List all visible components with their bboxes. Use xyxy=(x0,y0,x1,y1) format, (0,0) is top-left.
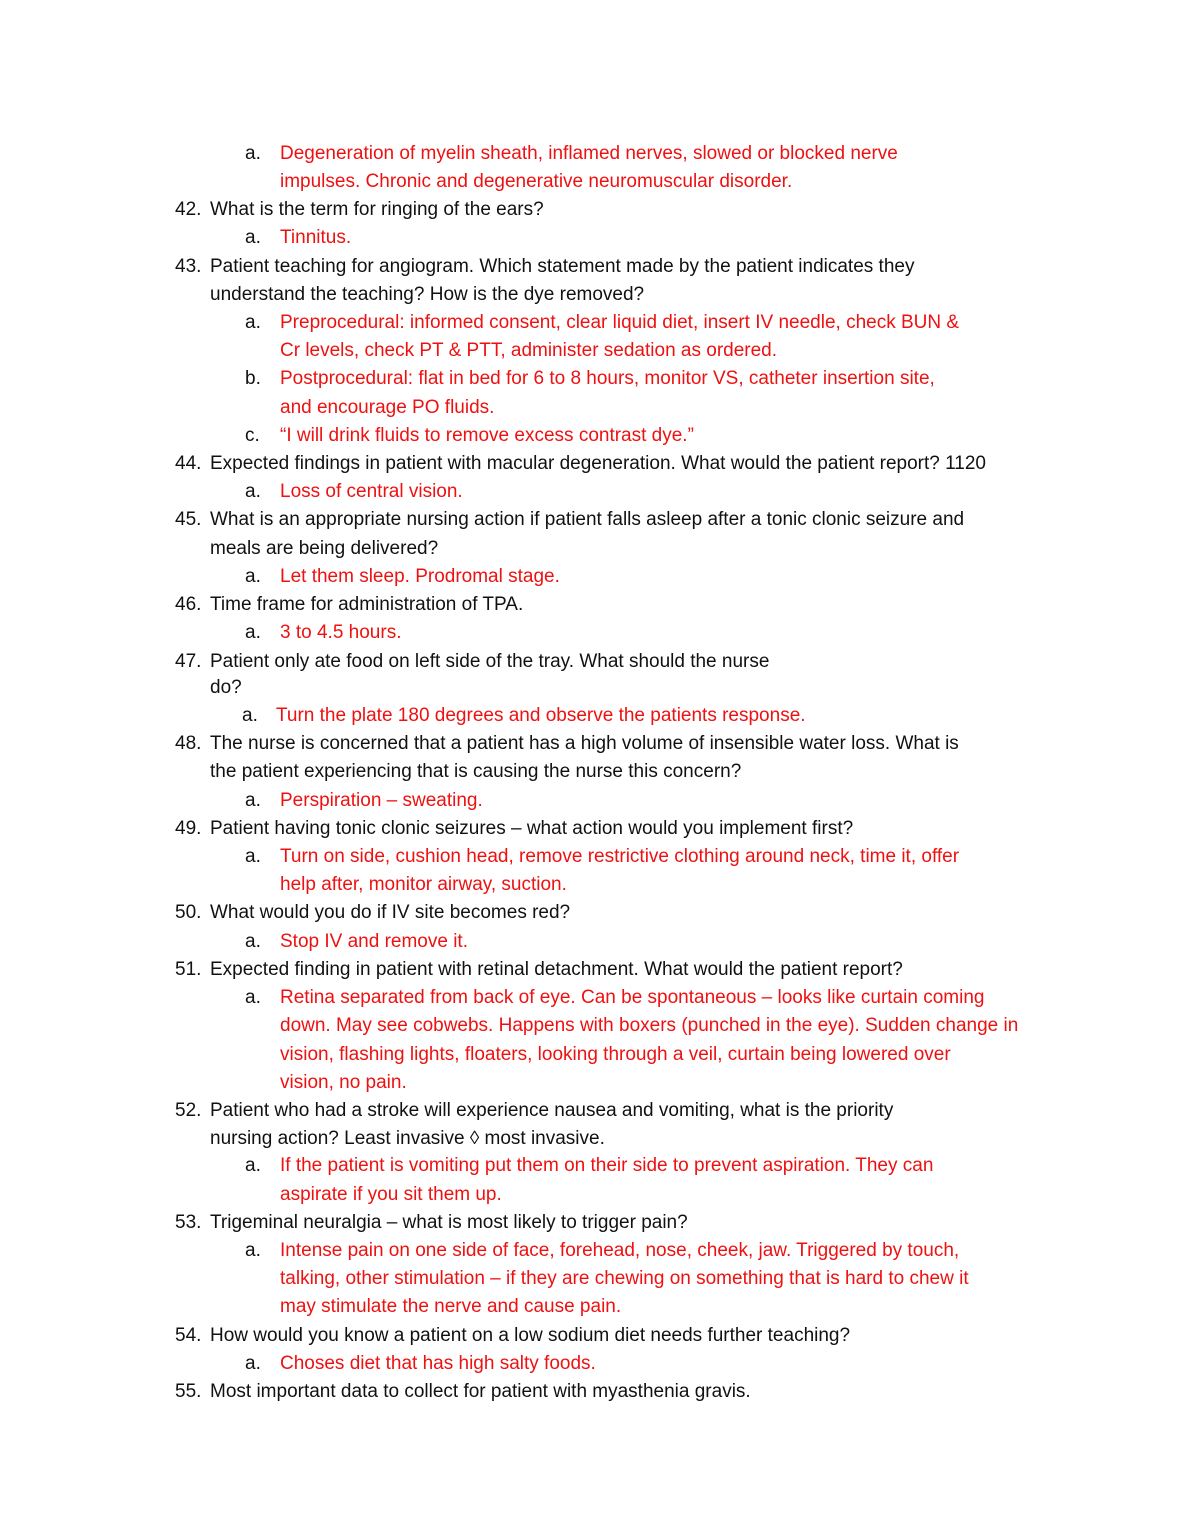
answer-text: Let them sleep. Prodromal stage. xyxy=(280,566,560,587)
question-number: 52. xyxy=(175,1100,202,1121)
question-number: 51. xyxy=(175,959,202,980)
question-text: Patient who had a stroke will experience nausea and vomiting, what is the priority xyxy=(210,1100,894,1121)
answer-text: help after, monitor airway, suction. xyxy=(280,874,567,895)
answer-text: If the patient is vomiting put them on their side to prevent aspiration. They can xyxy=(280,1155,934,1176)
answer-label: a. xyxy=(242,705,258,726)
question-text: Time frame for administration of TPA. xyxy=(210,594,524,615)
question-text: Most important data to collect for patient with myasthenia gravis. xyxy=(210,1381,751,1402)
answer-text: Degeneration of myelin sheath, inflamed nerves, slowed or blocked nerve xyxy=(280,143,898,164)
question-text: Patient only ate food on left side of the tray. What should the nurse xyxy=(210,651,770,672)
answer-text: vision, flashing lights, floaters, looking through a veil, curtain being lowered over xyxy=(280,1044,951,1065)
question-number: 55. xyxy=(175,1381,202,1402)
answer-text: Perspiration – sweating. xyxy=(280,790,483,811)
question-text: Expected findings in patient with macular degeneration. What would the patient report? 1120 xyxy=(210,453,986,474)
answer-text: impulses. Chronic and degenerative neuromuscular disorder. xyxy=(280,171,793,192)
answer-text: talking, other stimulation – if they are chewing on something that is hard to chew it xyxy=(280,1268,969,1289)
answer-label: a. xyxy=(245,846,261,867)
answer-text: aspirate if you sit them up. xyxy=(280,1184,502,1205)
question-number: 50. xyxy=(175,902,202,923)
question-number: 44. xyxy=(175,453,202,474)
answer-text: Choses diet that has high salty foods. xyxy=(280,1353,596,1374)
question-text: understand the teaching? How is the dye removed? xyxy=(210,284,645,305)
answer-text: Preprocedural: informed consent, clear liquid diet, insert IV needle, check BUN & xyxy=(280,312,960,333)
question-number: 53. xyxy=(175,1212,202,1233)
answer-text: “I will drink fluids to remove excess contrast dye.” xyxy=(280,425,694,446)
answer-label: a. xyxy=(245,143,261,164)
answer-text: and encourage PO fluids. xyxy=(280,397,495,418)
question-number: 45. xyxy=(175,509,202,530)
question-number: 48. xyxy=(175,733,202,754)
answer-text: Cr levels, check PT & PTT, administer sedation as ordered. xyxy=(280,340,778,361)
question-number: 54. xyxy=(175,1325,202,1346)
question-text: What would you do if IV site becomes red? xyxy=(210,902,571,923)
answer-text: vision, no pain. xyxy=(280,1072,407,1093)
question-text: meals are being delivered? xyxy=(210,538,439,559)
answer-label: c. xyxy=(245,425,260,446)
answer-label: a. xyxy=(245,481,261,502)
question-number: 42. xyxy=(175,199,202,220)
answer-text: down. May see cobwebs. Happens with boxers (punched in the eye). Sudden change in xyxy=(280,1015,1019,1036)
question-text: Trigeminal neuralgia – what is most likely to trigger pain? xyxy=(210,1212,688,1233)
answer-label: a. xyxy=(245,987,261,1008)
answer-text: Turn on side, cushion head, remove restrictive clothing around neck, time it, offer xyxy=(280,846,960,867)
answer-text: Retina separated from back of eye. Can be spontaneous – looks like curtain coming xyxy=(280,987,985,1008)
answer-text: Tinnitus. xyxy=(280,227,352,248)
answer-text: Stop IV and remove it. xyxy=(280,931,468,952)
question-number: 46. xyxy=(175,594,202,615)
answer-label: a. xyxy=(245,790,261,811)
question-text: The nurse is concerned that a patient has a high volume of insensible water loss. What is xyxy=(210,733,959,754)
question-number: 43. xyxy=(175,256,202,277)
answer-label: a. xyxy=(245,622,261,643)
answer-text: 3 to 4.5 hours. xyxy=(280,622,402,643)
question-text: What is the term for ringing of the ears? xyxy=(210,199,544,220)
question-text: How would you know a patient on a low sodium diet needs further teaching? xyxy=(210,1325,851,1346)
answer-text: Turn the plate 180 degrees and observe the patients response. xyxy=(276,705,806,726)
answer-text: Loss of central vision. xyxy=(280,481,463,502)
answer-label: a. xyxy=(245,566,261,587)
question-text: What is an appropriate nursing action if patient falls asleep after a tonic clonic seizure and xyxy=(210,509,965,530)
question-text: do? xyxy=(210,677,242,698)
answer-label: b. xyxy=(245,368,261,389)
question-text: Patient having tonic clonic seizures – what action would you implement first? xyxy=(210,818,854,839)
question-number: 49. xyxy=(175,818,202,839)
answer-text: Postprocedural: flat in bed for 6 to 8 hours, monitor VS, catheter insertion site, xyxy=(280,368,935,389)
answer-label: a. xyxy=(245,1353,261,1374)
answer-label: a. xyxy=(245,931,261,952)
answer-label: a. xyxy=(245,1240,261,1261)
answer-text: may stimulate the nerve and cause pain. xyxy=(280,1296,622,1317)
question-text: Patient teaching for angiogram. Which statement made by the patient indicates they xyxy=(210,256,915,277)
answer-label: a. xyxy=(245,1155,261,1176)
question-number: 47. xyxy=(175,651,202,672)
answer-label: a. xyxy=(245,312,261,333)
answer-text: Intense pain on one side of face, forehead, nose, cheek, jaw. Triggered by touch, xyxy=(280,1240,960,1261)
question-text: nursing action? Least invasive ◊ most invasive. xyxy=(210,1128,605,1149)
question-text: Expected finding in patient with retinal detachment. What would the patient report? xyxy=(210,959,903,980)
question-text: the patient experiencing that is causing the nurse this concern? xyxy=(210,761,742,782)
answer-label: a. xyxy=(245,227,261,248)
